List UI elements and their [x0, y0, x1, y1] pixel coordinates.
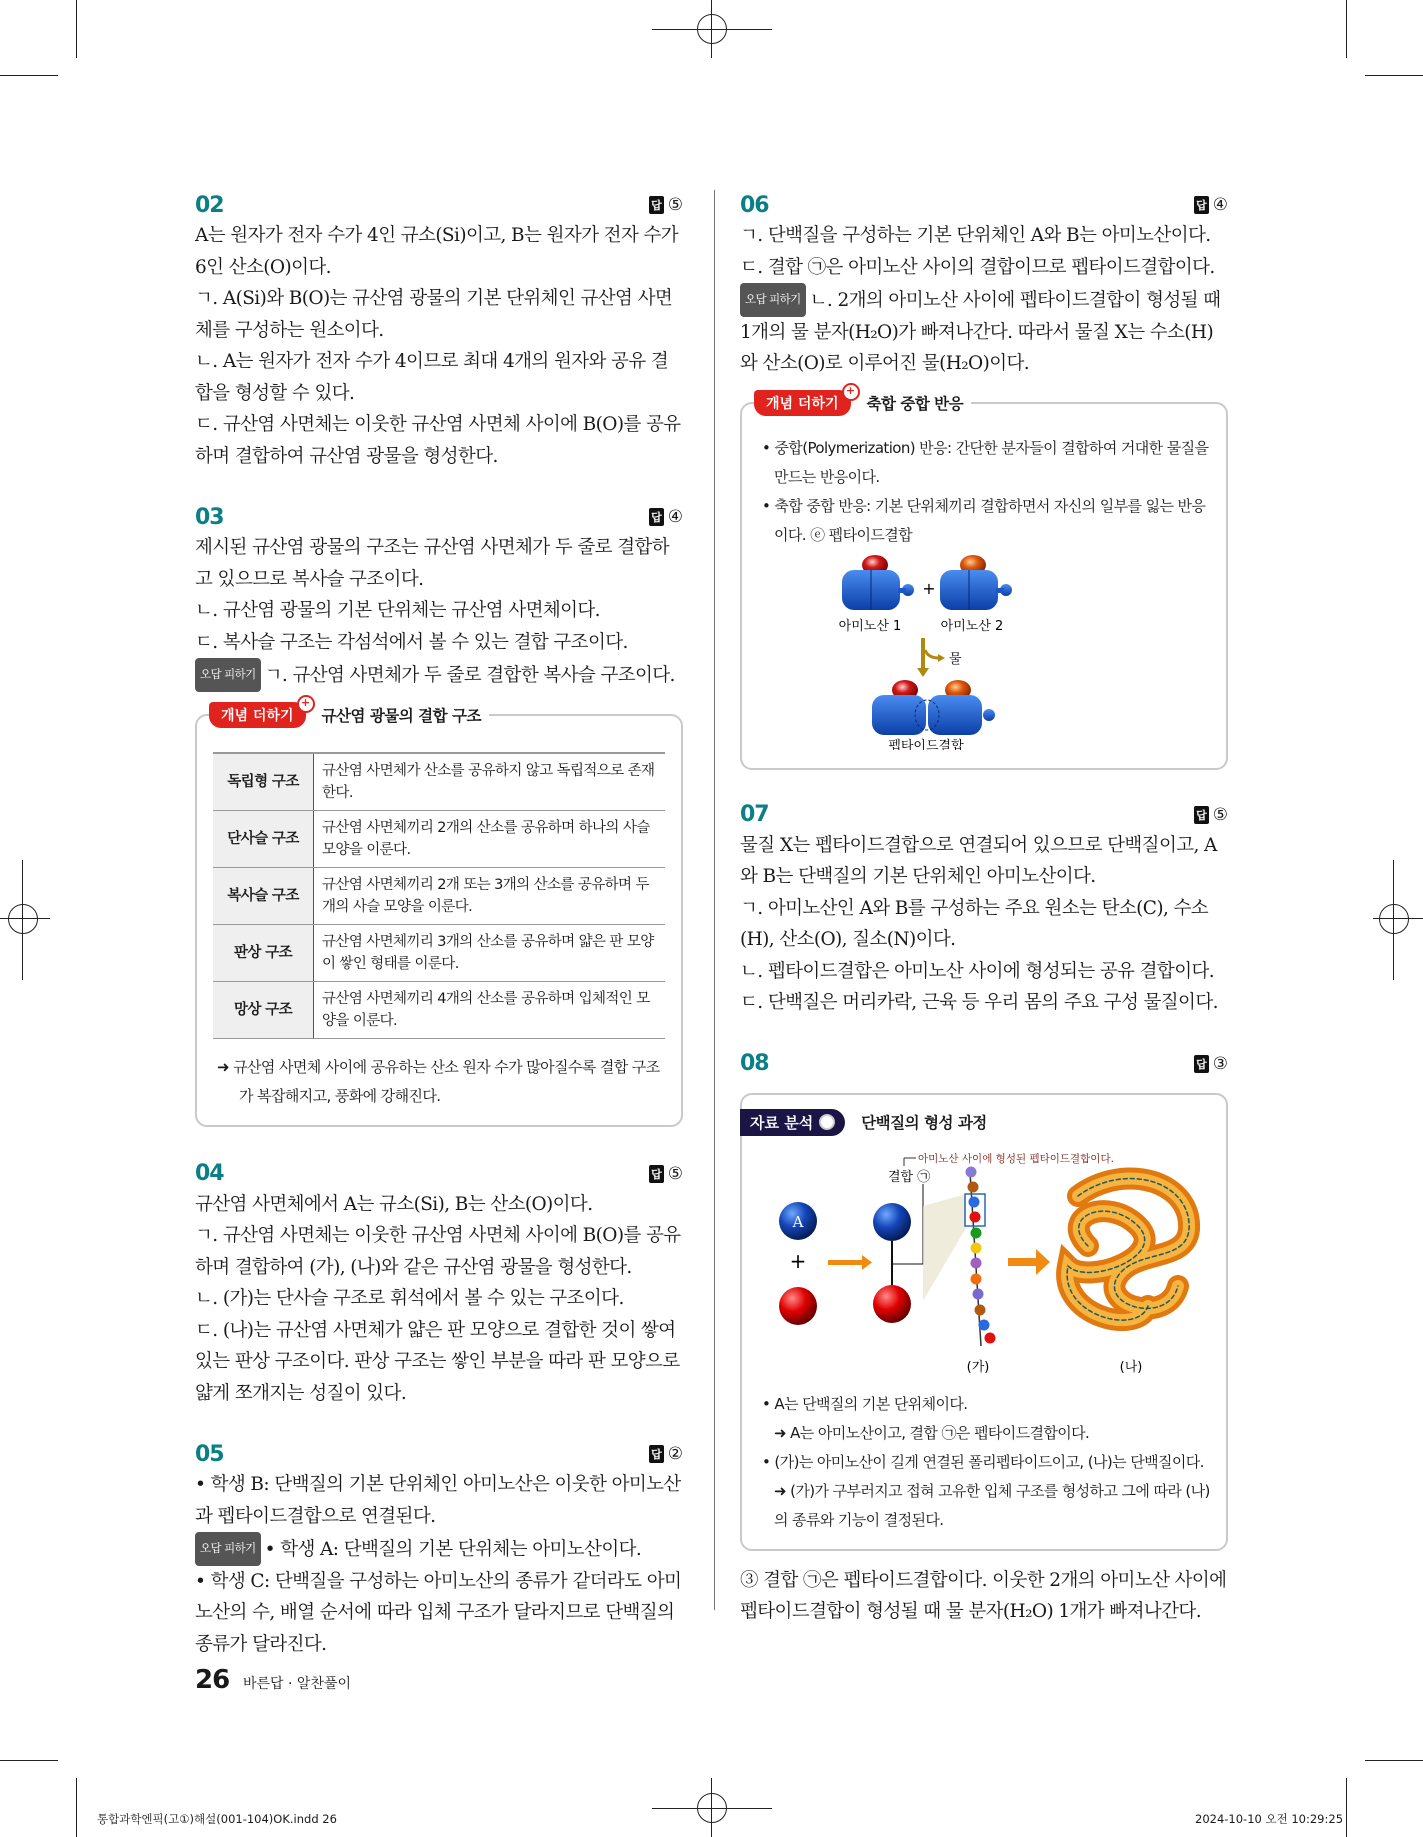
structure-desc: 규산염 사면체끼리 2개 또는 3개의 산소를 공유하며 두 개의 사슬 모양을 이룬다. [314, 867, 666, 924]
analysis-bullet: • (가)는 아미노산이 길게 연결된 폴리펩타이드이고, (나)는 단백질이다. [762, 1452, 1204, 1471]
concept-badge [209, 695, 311, 728]
table-row [213, 810, 665, 867]
svg-text:결합 ㉠: 결합 ㉠ [888, 1169, 931, 1185]
explanation-text: A는 원자가 전자 수가 4인 규소(Si)이고, B는 원자가 전자 수가 6인 산소(O)이다. [195, 225, 679, 278]
magnifier-icon [819, 1114, 835, 1130]
explanation-text: 규산염 사면체에서 A는 규소(Si), B는 산소(O)이다. [195, 1193, 593, 1215]
explanation-text: ㄱ. 아미노산인 A와 B를 구성하는 주요 원소는 탄소(C), 수소(H), 산소(O), 질소(N)이다. [740, 897, 1209, 950]
structure-desc: 규산염 사면체가 산소를 공유하지 않고 독립적으로 존재한다. [314, 753, 666, 811]
answer-tag: 답 [649, 1165, 664, 1183]
crop-mark [1365, 75, 1423, 76]
concept-box-header [754, 383, 971, 416]
explanation-text: 제시된 규산염 광물의 구조는 규산염 사면체가 두 줄로 결합하고 있으므로 복사슬 구조이다. [195, 537, 670, 590]
right-column [740, 190, 1228, 1658]
column-divider [714, 190, 715, 1610]
table-row [213, 981, 665, 1038]
concept-box-title: 축합 중합 반응 [866, 394, 964, 413]
explanation-text: ㄷ. 규산염 사면체는 이웃한 규산염 사면체 사이에 B(O)를 공유하며 결합하여 규산염 광물을 형성한다. [195, 414, 681, 467]
answer-marker [649, 1444, 683, 1464]
wrong-answer-note [195, 1532, 683, 1566]
svg-text:+: + [922, 578, 936, 598]
crop-mark [1346, 0, 1347, 58]
crop-mark [1365, 1760, 1423, 1761]
amino-acid-1-icon [842, 555, 914, 610]
concept-box-title: 규산염 광물의 결합 구조 [321, 706, 481, 725]
svg-text:(가): (가) [966, 1359, 990, 1375]
answer-choice: ② [667, 1444, 683, 1464]
explanation-text: ㄷ. 결합 ㉠은 아미노산 사이의 결합이므로 펩타이드결합이다. [740, 256, 1215, 278]
explanation-text: ㄱ. A(Si)와 B(O)는 규산염 광물의 기본 단위체인 규산염 사면체를 구성하는 원소이다. [195, 288, 673, 341]
bullet-text: (가)는 아미노산이 길게 연결된 폴리펩타이드이고, (나)는 단백질이다. [774, 1452, 1204, 1471]
slug-timestamp: 2024-10-10 오전 10:29:25 [1195, 1812, 1344, 1826]
explanation-text: 물질 X는 펩타이드결합으로 연결되어 있으므로 단백질이고, A와 B는 단백질의 기본 단위체인 아미노산이다. [740, 834, 1217, 887]
concept-box-header [209, 695, 489, 728]
crop-mark [0, 75, 58, 76]
explanation-text: ㄷ. (나)는 규산염 사면체가 얇은 판 모양으로 결합한 것이 쌓여 있는 판상 구조이다. 판상 구조는 쌓인 부분을 따라 판 모양으로 얇게 쪼개지는 성질이 있다. [195, 1319, 680, 1404]
svg-text:A: A [792, 1212, 804, 1231]
page-number: 26 [195, 1665, 230, 1695]
question-number: 03 [195, 504, 224, 530]
table-row [213, 753, 665, 811]
question-number: 08 [740, 1051, 769, 1076]
answer-07 [740, 800, 1228, 1019]
dipeptide-icon [872, 680, 995, 735]
structure-desc: 규산염 사면체끼리 2개의 산소를 공유하며 하나의 사슬 모양을 이룬다. [314, 810, 666, 867]
answer-tag: 답 [1194, 1055, 1209, 1073]
data-analysis-title: 단백질의 형성 과정 [861, 1114, 987, 1132]
answer-03 [195, 502, 683, 1127]
crop-mark [1346, 1778, 1347, 1837]
structure-name: 복사슬 구조 [213, 867, 314, 924]
question-number: 02 [195, 192, 224, 218]
structure-name: 독립형 구조 [213, 753, 314, 811]
answer-marker [1194, 1054, 1228, 1074]
svg-text:(나): (나) [1119, 1359, 1143, 1375]
answer-tag: 답 [649, 1445, 664, 1463]
answer-tag: 답 [649, 508, 664, 526]
answer-marker [1194, 805, 1228, 825]
book-section-label: 바른답 · 알찬풀이 [243, 1676, 352, 1692]
odap-badge: 오답 피하기 [195, 658, 261, 692]
answer-marker [649, 195, 683, 215]
data-analysis-box [740, 1093, 1228, 1551]
structure-name: 단사슬 구조 [213, 810, 314, 867]
explanation-text: ㄴ. (가)는 단사슬 구조로 휘석에서 볼 수 있는 구조이다. [195, 1288, 624, 1309]
data-analysis-header [740, 1109, 1210, 1136]
odap-text: ㄱ. 규산염 사면체가 두 줄로 결합한 복사슬 구조이다. [264, 665, 675, 686]
polypeptide-chain-icon [965, 1166, 996, 1346]
structure-name: 판상 구조 [213, 924, 314, 981]
odap-text: • 학생 A: 단백질의 기본 단위체는 아미노산이다. [264, 1539, 642, 1560]
structure-name: 망상 구조 [213, 981, 314, 1038]
answer-tag: 답 [649, 196, 664, 214]
answer-choice: ⑤ [1212, 804, 1228, 825]
concept-box-condensation [740, 383, 1228, 770]
answer-choice: ③ [1212, 1053, 1228, 1074]
answer-marker [1194, 195, 1228, 215]
answer-choice: ④ [667, 507, 683, 527]
question-number: 05 [195, 1441, 224, 1467]
question-number: 07 [740, 802, 769, 827]
odap-badge: 오답 피하기 [195, 1532, 261, 1566]
explanation-text: ㄴ. A는 원자가 전자 수가 4이므로 최대 4개의 원자와 공유 결합을 형성할 수 있다. [195, 351, 669, 404]
wrong-answer-note [195, 658, 683, 692]
svg-text:+: + [789, 1248, 807, 1273]
amino-acid-2-icon [940, 555, 1012, 610]
registration-circle [697, 1793, 727, 1823]
odap-text: ㄴ. 2개의 아미노산 사이에 펩타이드결합이 형성될 때 1개의 물 분자(H₂O)가 빠져나간다. 따라서 물질 X는 수소(H)와 산소(O)로 이루어진 물(H₂O)이다. [740, 290, 1221, 374]
protein-formation-diagram [758, 1136, 1214, 1386]
concept-badge-label: 개념 더하기 [766, 395, 839, 412]
analysis-bullet: • A는 단백질의 기본 단위체이다. [762, 1394, 968, 1413]
answer-marker [649, 507, 683, 527]
arrow-down-icon [917, 638, 945, 677]
badge-label: 자료 분석 [750, 1113, 814, 1132]
concept-badge-label: 개념 더하기 [221, 707, 294, 724]
crop-mark [0, 1760, 58, 1761]
structure-desc: 규산염 사면체끼리 4개의 산소를 공유하며 입체적인 모양을 이룬다. [314, 981, 666, 1038]
odap-badge: 오답 피하기 [740, 283, 806, 317]
explanation-text: ㄱ. 단백질을 구성하는 기본 단위체인 A와 B는 아미노산이다. [740, 225, 1211, 246]
answer-marker [649, 1164, 683, 1184]
structure-desc: 규산염 사면체끼리 3개의 산소를 공유하며 얇은 판 모양이 쌓인 형태를 이룬다. [314, 924, 666, 981]
explanation-text: ㄱ. 규산염 사면체는 이웃한 규산염 사면체 사이에 B(O)를 공유하며 결합하여 (가), (나)와 같은 규산염 광물을 형성한다. [195, 1225, 681, 1278]
answer-02 [195, 190, 683, 472]
peptide-bond-diagram [758, 550, 1214, 750]
plus-icon: + [842, 383, 860, 401]
concept-bullet: • 축합 중합 반응: 기본 단위체끼리 결합하면서 자신의 일부를 잃는 반응이다. ⓔ 펩타이드결합 [762, 496, 1206, 544]
svg-text:아미노산 2: 아미노산 2 [940, 618, 1004, 634]
explanation-text: ㄷ. 단백질은 머리카락, 근육 등 우리 몸의 주요 구성 물질이다. [740, 992, 1218, 1013]
crop-mark [76, 1778, 77, 1837]
slug-filename: 통합과학엔픽(고①)해설(001-104)OK.indd 26 [97, 1812, 337, 1826]
crop-mark [76, 0, 77, 58]
explanation-text: ㄴ. 규산염 광물의 기본 단위체는 규산염 사면체이다. [195, 600, 600, 621]
wrong-answer-note [740, 283, 1228, 380]
plus-icon: + [297, 695, 315, 713]
explanation-text: ㄴ. 펩타이드결합은 아미노산 사이에 형성되는 공유 결합이다. [740, 960, 1215, 982]
data-analysis-badge [740, 1109, 845, 1136]
concept-note: ➜ 규산염 사면체 사이에 공유하는 산소 원자 수가 많아질수록 결합 구조가 복잡해지고, 풍화에 강해진다. [217, 1057, 660, 1105]
concept-bullet: • 중합(Polymerization) 반응: 간단한 분자들이 결합하여 거대한 물질을 만드는 반응이다. [762, 438, 1209, 486]
analysis-sub: ➜ A는 아미노산이고, 결합 ㉠은 펩타이드결합이다. [774, 1423, 1090, 1442]
answer-choice: ⑤ [667, 1163, 683, 1184]
red-ball-icon [779, 1287, 817, 1325]
bullet-text: 축합 중합 반응: 기본 단위체끼리 결합하면서 자신의 일부를 잃는 반응이다. ⓔ 펩타이드결합 [774, 496, 1206, 544]
explanation-text: • 학생 C: 단백질을 구성하는 아미노산의 종류가 같더라도 아미노산의 수, 배열 순서에 따라 입체 구조가 달라지므로 단백질의 종류가 달라진다. [195, 1570, 682, 1655]
answer-choice: ⑤ [667, 195, 683, 215]
folded-protein-icon [1067, 1178, 1189, 1320]
svg-text:펩타이드결합: 펩타이드결합 [888, 738, 964, 750]
silicate-structure-table [213, 752, 665, 1039]
registration-circle [1379, 904, 1409, 934]
question-number: 06 [740, 192, 769, 218]
answer-tag: 답 [1194, 196, 1209, 214]
svg-text:물: 물 [949, 651, 962, 667]
conclusion-text: ③ 결합 ㉠은 펩타이드결합이다. 이웃한 2개의 아미노산 사이에 펩타이드결합이 형성될 때 물 분자(H₂O) 1개가 빠져나간다. [740, 1569, 1227, 1622]
analysis-sub: ➜ (가)가 구부러지고 접혀 고유한 입체 구조를 형성하고 그에 따라 (나)의 종류와 기능이 결정된다. [774, 1481, 1210, 1529]
explanation-text: ㄷ. 복사슬 구조는 각섬석에서 볼 수 있는 결합 구조이다. [195, 631, 628, 653]
registration-circle [8, 904, 38, 934]
bullet-text: A는 단백질의 기본 단위체이다. [774, 1394, 968, 1413]
left-column [195, 190, 683, 1690]
question-number: 04 [195, 1161, 224, 1186]
table-row [213, 924, 665, 981]
arrow-right-icon [1008, 1249, 1050, 1275]
registration-circle [697, 14, 727, 44]
arrow-right-icon [828, 1255, 872, 1270]
concept-badge [754, 383, 856, 416]
svg-text:아미노산 1: 아미노산 1 [838, 618, 902, 634]
answer-05 [195, 1439, 683, 1660]
table-row [213, 867, 665, 924]
answer-06 [740, 190, 1228, 770]
answer-04 [195, 1159, 683, 1410]
svg-text:아미노산 사이에 형성된 펩타이드결합이다.: 아미노산 사이에 형성된 펩타이드결합이다. [918, 1152, 1114, 1165]
answer-08 [740, 1049, 1228, 1628]
answer-choice: ④ [1212, 195, 1228, 215]
answer-tag: 답 [1194, 806, 1209, 824]
explanation-text: • 학생 B: 단백질의 기본 단위체인 아미노산은 이웃한 아미노산과 펩타이드결합으로 연결된다. [195, 1474, 681, 1527]
concept-box-silicate [195, 695, 683, 1127]
bullet-text: 중합(Polymerization) 반응: 간단한 분자들이 결합하여 거대한 물질을 만드는 반응이다. [774, 438, 1209, 486]
